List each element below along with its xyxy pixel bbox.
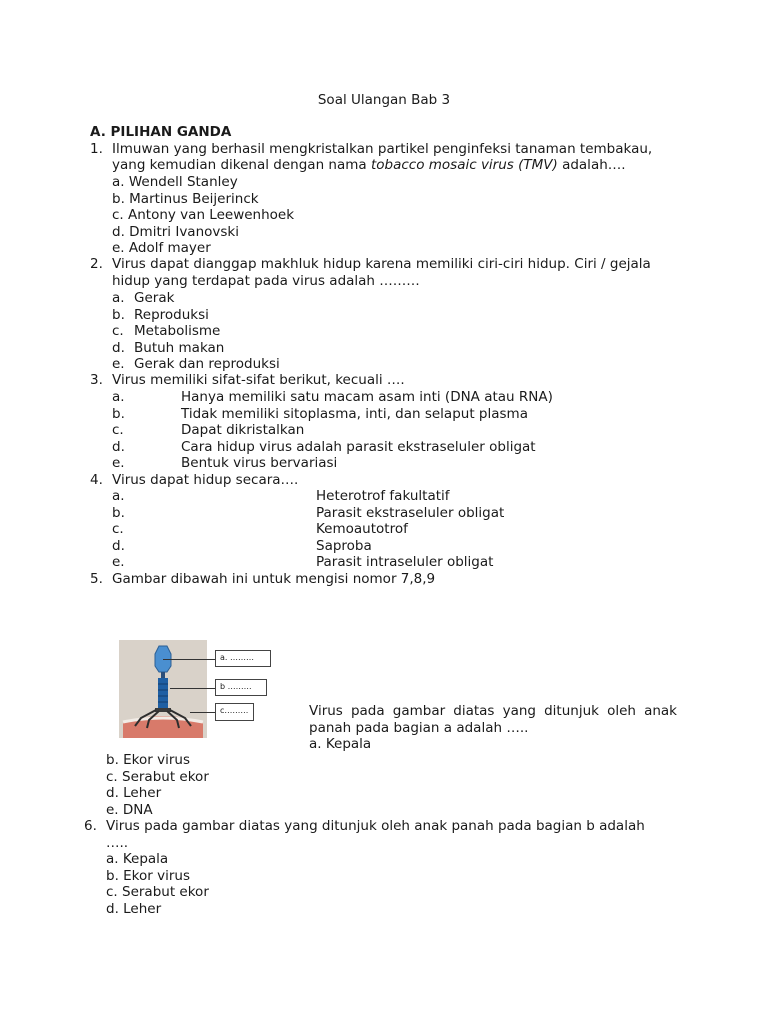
option: d. Leher (106, 785, 162, 801)
question-number: 3. (90, 372, 103, 388)
question-text-line: Virus dapat dianggap makhluk hidup karena memiliki ciri-ciri hidup. Ciri / gejala (112, 256, 651, 272)
option-list (112, 174, 294, 257)
option-letter: b. (112, 405, 125, 422)
question-text-line: Gambar dibawah ini untuk mengisi nomor 7,8,9 (112, 571, 436, 587)
section-heading: A. PILIHAN GANDA (90, 124, 232, 140)
question-3 (90, 372, 405, 389)
option-text: Reproduksi (134, 306, 209, 323)
option-list (106, 752, 209, 818)
option (112, 505, 504, 522)
question-number: 5. (90, 571, 103, 587)
option-text: Hanya memiliki satu macam asam inti (DNA atau RNA) (181, 389, 553, 405)
option: c. Antony van Leewenhoek (112, 207, 295, 223)
option-text: Metabolisme (134, 323, 221, 339)
option-letter: b. (112, 306, 125, 323)
option: b. Ekor virus (106, 752, 190, 768)
label-box-a: a. ……… (215, 650, 271, 667)
option-letter: a. (112, 389, 125, 405)
option-text: Tidak memiliki sitoplasma, inti, dan selaput plasma (181, 405, 528, 422)
question-text-line: Virus dapat hidup secara…. (112, 472, 299, 488)
option (112, 356, 280, 373)
phage-tail-sheath (158, 678, 168, 708)
question-number: 1. (90, 141, 103, 157)
option-list (112, 389, 553, 472)
option-text: Bentuk virus bervariasi (181, 455, 338, 471)
option: b. Ekor virus (106, 867, 190, 884)
arrow-a (163, 659, 215, 660)
page-title: Soal Ulangan Bab 3 (317, 92, 451, 108)
question-text-line: Ilmuwan yang berhasil mengkristalkan partikel penginfeksi tanaman tembakau, (112, 141, 653, 157)
option: c. Serabut ekor (106, 884, 209, 900)
option (112, 439, 553, 456)
option (112, 340, 280, 357)
option-letter: a. (112, 488, 125, 504)
label-box-c: c……… (215, 703, 254, 721)
question-text-line: yang kemudian dikenal dengan nama (112, 157, 371, 173)
option: a. Kepala (309, 736, 372, 752)
bacteriophage-image (119, 640, 207, 738)
option-letter: d. (112, 537, 125, 554)
option (112, 521, 504, 538)
option: a. Wendell Stanley (112, 174, 238, 190)
option-letter: e. (112, 356, 125, 372)
option-letter: e. (112, 455, 125, 471)
option: d. Dmitri Ivanovski (112, 223, 239, 240)
option-text: Gerak (134, 290, 175, 306)
option (112, 290, 280, 307)
question-5 (90, 571, 435, 588)
option-list (106, 851, 209, 917)
option-text: Kemoautotrof (316, 521, 408, 537)
option-letter: c. (112, 521, 124, 537)
option-text: Saproba (316, 537, 372, 554)
option (112, 455, 553, 472)
italic-term: tobacco mosaic virus (TMV) (370, 157, 558, 173)
option-letter: d. (112, 438, 125, 455)
option-text: Dapat dikristalkan (181, 422, 305, 438)
phage-collar (161, 672, 165, 678)
option: b. Martinus Beijerinck (112, 190, 259, 207)
option-text: Parasit ekstraseluler obligat (316, 504, 505, 521)
option: d. Leher (106, 900, 162, 917)
question-5-text-line-2: panah pada bagian a adalah ….. (309, 720, 529, 736)
question-text-line: adalah…. (557, 157, 626, 173)
option: e. Adolf mayer (112, 240, 211, 256)
question-number: 2. (90, 256, 103, 272)
question-6 (84, 818, 645, 835)
question-number: 4. (90, 472, 103, 488)
question-6-line-2: ….. (106, 835, 129, 851)
question-text-line: Virus pada gambar diatas yang ditunjuk oleh anak panah pada bagian b adalah (106, 818, 645, 834)
option: c. Serabut ekor (106, 768, 209, 785)
option-text: Heterotrof fakultatif (316, 488, 450, 504)
option-text: Cara hidup virus adalah parasit ekstraseluler obligat (181, 438, 536, 455)
question-2 (90, 256, 651, 273)
question-2-line-2: hidup yang terdapat pada virus adalah ……… (112, 273, 420, 289)
option-text: Parasit intraseluler obligat (316, 554, 494, 570)
option-list (112, 290, 280, 373)
option (112, 323, 280, 340)
label-box-b: b ……… (215, 679, 267, 696)
option-letter: a. (112, 290, 125, 306)
question-1 (90, 141, 652, 158)
arrow-c (190, 712, 215, 713)
question-5-text-line-1: Virus pada gambar diatas yang ditunjuk oleh anak (309, 703, 677, 719)
question-number: 6. (84, 818, 97, 834)
option-letter: c. (112, 323, 124, 339)
option: e. DNA (106, 801, 153, 818)
option-text: Gerak dan reproduksi (134, 356, 280, 372)
option (112, 488, 504, 505)
option (112, 538, 504, 555)
option-text: Butuh makan (134, 339, 225, 356)
option-list (112, 488, 504, 571)
option-letter: c. (112, 422, 124, 438)
option: a. Kepala (106, 851, 169, 867)
option (112, 422, 553, 439)
option-letter: d. (112, 339, 125, 356)
option-letter: b. (112, 504, 125, 521)
question-text-line: Virus memiliki sifat-sifat berikut, kecuali …. (112, 372, 405, 388)
arrow-b (170, 688, 215, 689)
option (112, 554, 504, 571)
option (112, 406, 553, 423)
question-1-line-2 (112, 157, 626, 174)
question-4 (90, 472, 298, 489)
option-letter: e. (112, 554, 125, 570)
option (112, 389, 553, 406)
option (112, 307, 280, 324)
